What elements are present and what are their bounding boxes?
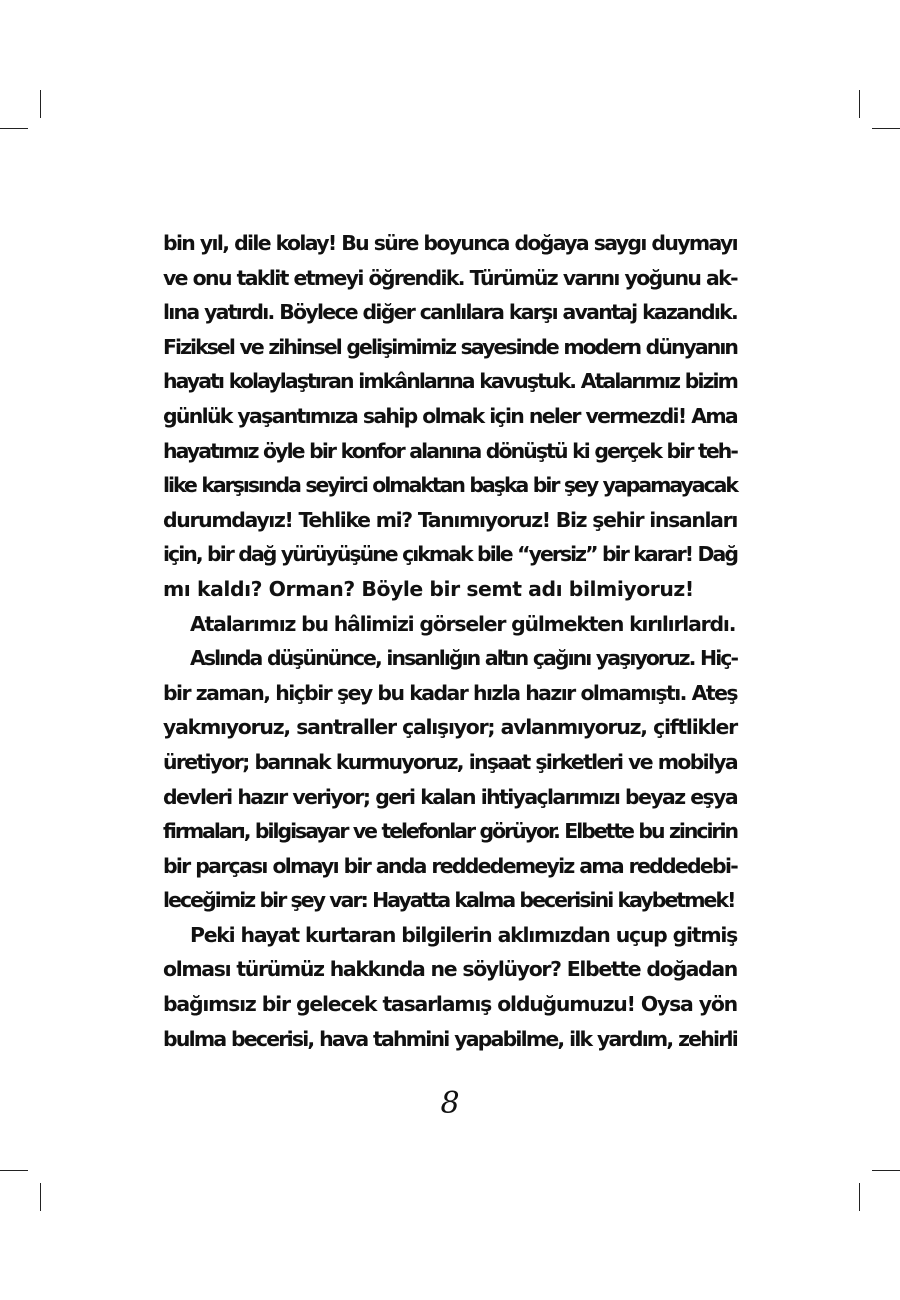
text-line: lına yatırdı. Böylece diğer canlılara karşı avantaj kazandık. <box>163 300 737 325</box>
text-line: üretiyor; barınak kurmuyoruz, inşaat şirketleri ve mobilya <box>163 749 737 774</box>
text-line: bin yıl, dile kolay! Bu süre boyunca doğaya saygı duymayı <box>163 231 737 255</box>
paragraph <box>163 918 737 1056</box>
paragraph <box>163 641 737 918</box>
text-line: mı kaldı? Orman? Böyle bir semt adı bilmiyoruz! <box>163 576 694 601</box>
text-line: günlük yaşantımıza sahip olmak için neler vermezdi! Ama <box>163 403 737 428</box>
text-line: için, bir dağ yürüyüşüne çıkmak bile “yersiz” bir karar! Dağ <box>163 542 737 567</box>
text-line: like karşısında seyirci olmaktan başka bir şey yapamayacak <box>163 473 737 498</box>
body-text <box>163 226 737 1056</box>
crop-mark-bottom-right-v <box>859 1183 860 1211</box>
text-line: firmaları, bilgisayar ve telefonlar görüyor. Elbette bu zincirin <box>163 819 737 844</box>
text-line: leceğimiz bir şey var: Hayatta kalma becerisini kaybetmek! <box>163 888 735 913</box>
crop-mark-bottom-left-v <box>40 1183 41 1211</box>
crop-mark-top-left-h <box>0 128 28 129</box>
crop-mark-top-right-v <box>859 90 860 118</box>
crop-mark-bottom-left-h <box>0 1170 28 1171</box>
text-line: bağımsız bir gelecek tasarlamış olduğumuzu! Oysa yön <box>163 992 737 1017</box>
text-line: hayatımız öyle bir konfor alanına dönüştü ki gerçek bir teh- <box>163 438 737 463</box>
text-line: olması türümüz hakkında ne söylüyor? Elbette doğadan <box>163 957 737 982</box>
text-line: durumdayız! Tehlike mi? Tanımıyoruz! Biz şehir insanları <box>163 507 737 532</box>
text-line: bir zaman, hiçbir şey bu kadar hızla hazır olmamıştı. Ateş <box>163 680 737 705</box>
page-number: 8 <box>440 1086 460 1121</box>
text-line: yakmıyoruz, santraller çalışıyor; avlanmıyoruz, çiftlikler <box>163 715 737 740</box>
text-line: Peki hayat kurtaran bilgilerin aklımızdan uçup gitmiş <box>190 922 737 947</box>
text-line: Aslında düşününce, insanlığın altın çağını yaşıyoruz. Hiç- <box>190 646 737 671</box>
paragraph <box>163 226 737 607</box>
text-line: bir parçası olmayı bir anda reddedemeyiz ama reddedebi- <box>163 853 737 878</box>
text-line: Atalarımız bu hâlimizi görseler gülmekten kırılırlardı. <box>190 611 736 636</box>
paragraph <box>163 607 737 642</box>
crop-mark-top-left-v <box>40 90 41 118</box>
crop-mark-top-right-h <box>872 128 900 129</box>
text-line: bulma becerisi, hava tahmini yapabilme, ilk yardım, zehirli <box>163 1026 737 1051</box>
crop-mark-bottom-right-h <box>872 1170 900 1171</box>
text-line: Fiziksel ve zihinsel gelişimimiz sayesinde modern dünyanın <box>163 334 737 359</box>
text-line: ve onu taklit etmeyi öğrendik. Türümüz varını yoğunu ak- <box>163 265 737 290</box>
text-line: hayatı kolaylaştıran imkânlarına kavuştuk. Atalarımız bizim <box>163 369 737 394</box>
text-line: devleri hazır veriyor; geri kalan ihtiyaçlarımızı beyaz eşya <box>163 784 737 809</box>
